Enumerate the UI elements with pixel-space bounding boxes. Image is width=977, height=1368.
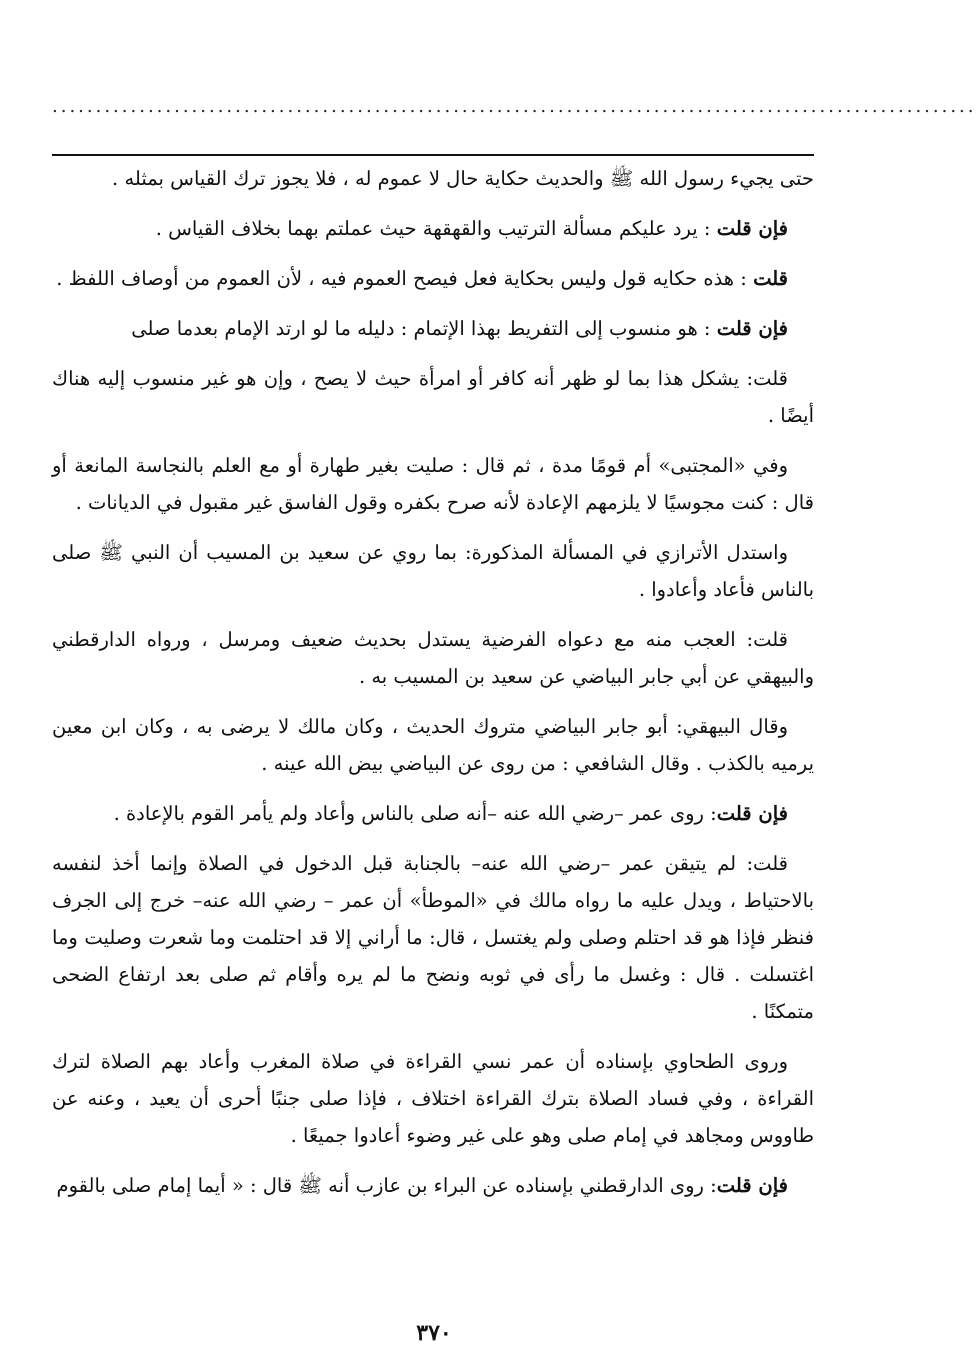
paragraph-13 [52,1167,814,1204]
paragraph-text: واستدل الأترازي في المسألة المذكورة: بما روي عن سعيد بن المسيب أن النبي ﷺ صلى بالناس فأعاد وأعادوا . [52,541,814,601]
paragraph-1 [52,160,814,197]
paragraph-text: : يرد عليكم مسألة الترتيب والقهقهة حيث عملتم بهما بخلاف القياس . [155,217,717,240]
page-number: ٣٧٠ [416,1320,452,1346]
paragraph-8 [52,621,814,695]
paragraph-2 [52,210,814,247]
header-rule [52,154,814,156]
paragraph-11 [52,845,814,1030]
paragraph-10 [52,795,814,832]
body-text [52,160,814,1217]
paragraph-4 [52,310,814,347]
paragraph-text: قلت: العجب منه مع دعواه الفرضية يستدل بحديث ضعيف ومرسل ، ورواه الدارقطني والبيهقي عن أبي جابر البياضي عن سعيد بن المسيب به . [52,628,814,688]
paragraph-lead: فإن قلت [716,802,788,825]
paragraph-lead: فإن قلت [716,1174,788,1197]
paragraph-text: حتى يجيء رسول الله ﷺ والحديث حكاية حال لا عموم له ، فلا يجوز ترك القياس بمثله . [112,167,814,190]
paragraph-9 [52,708,814,782]
paragraph-text: : هذه حكايه قول وليس بحكاية فعل فيصح العموم فيه ، لأن العموم من أوصاف اللفظ . [56,267,754,290]
paragraph-12 [52,1043,814,1154]
paragraph-text: وقال البيهقي: أبو جابر البياضي متروك الحديث ، وكان مالك لا يرضى به ، وكان ابن معين يرميه بالكذب . وقال الشافعي : من روى عن البياضي بيض الله عينه . [52,715,814,775]
paragraph-lead: فإن قلت [716,317,788,340]
paragraph-text: قلت: لم يتيقن عمر –رضي الله عنه– بالجنابة قبل الدخول في الصلاة وإنما أخذ لنفسه بالاحتياط ، ويدل عليه ما رواه مالك في «الموطأ» أن عمر – رضي الله عنه– خرج إلى الجرف فنظر فإذا هو قد احتلم وصلى ولم يغتسل ، قال: ما أراني إلا قد احتلمت وما شعرت وصليت وما اغتسلت . قال : وغسل ما رأى في ثوبه ونضح ما لم يره وأقام ثم صلى بعد ارتفاع الضحى متمكنًا . [52,852,814,1023]
paragraph-lead: قلت [753,267,788,290]
paragraph-text: : هو منسوب إلى التفريط بهذا الإتمام : دليله ما لو ارتد الإمام بعدما صلى [131,317,717,340]
paragraph-text: : روى عمر –رضي الله عنه –أنه صلى بالناس وأعاد ولم يأمر القوم بالإعادة . [113,802,717,825]
paragraph-7 [52,534,814,608]
paragraph-text: قلت: يشكل هذا بما لو ظهر أنه كافر أو امرأة حيث لا يصح ، وإن هو غير منسوب إليه هناك أيضًا . [52,367,814,427]
paragraph-5 [52,360,814,434]
paragraph-3 [52,260,814,297]
paragraph-6 [52,447,814,521]
paragraph-text: : روى الدارقطني بإسناده عن البراء بن عازب أنه ﷺ قال : « أيما إمام صلى بالقوم [56,1174,717,1197]
paragraph-text: وفي «المجتبى» أم قومًا مدة ، ثم قال : صليت بغير طهارة أو مع العلم بالنجاسة المانعة أو قال : كنت مجوسيًا لا يلزمهم الإعادة لأنه صرح بكفره وقول الفاسق غير مقبول في الديانات . [52,454,814,514]
footnote-dotted-line: .......................................................................................................... [52,96,977,117]
paragraph-text: وروى الطحاوي بإسناده أن عمر نسي القراءة في صلاة المغرب وأعاد بهم الصلاة لترك القراءة ، وفي فساد الصلاة بترك القراءة اختلاف ، فإذا صلى جنبًا أحرى أن يعيد ، وعنه عن طاووس ومجاهد في إمام صلى وهو على غير وضوء أعادوا جميعًا . [52,1050,814,1147]
paragraph-lead: فإن قلت [716,217,788,240]
